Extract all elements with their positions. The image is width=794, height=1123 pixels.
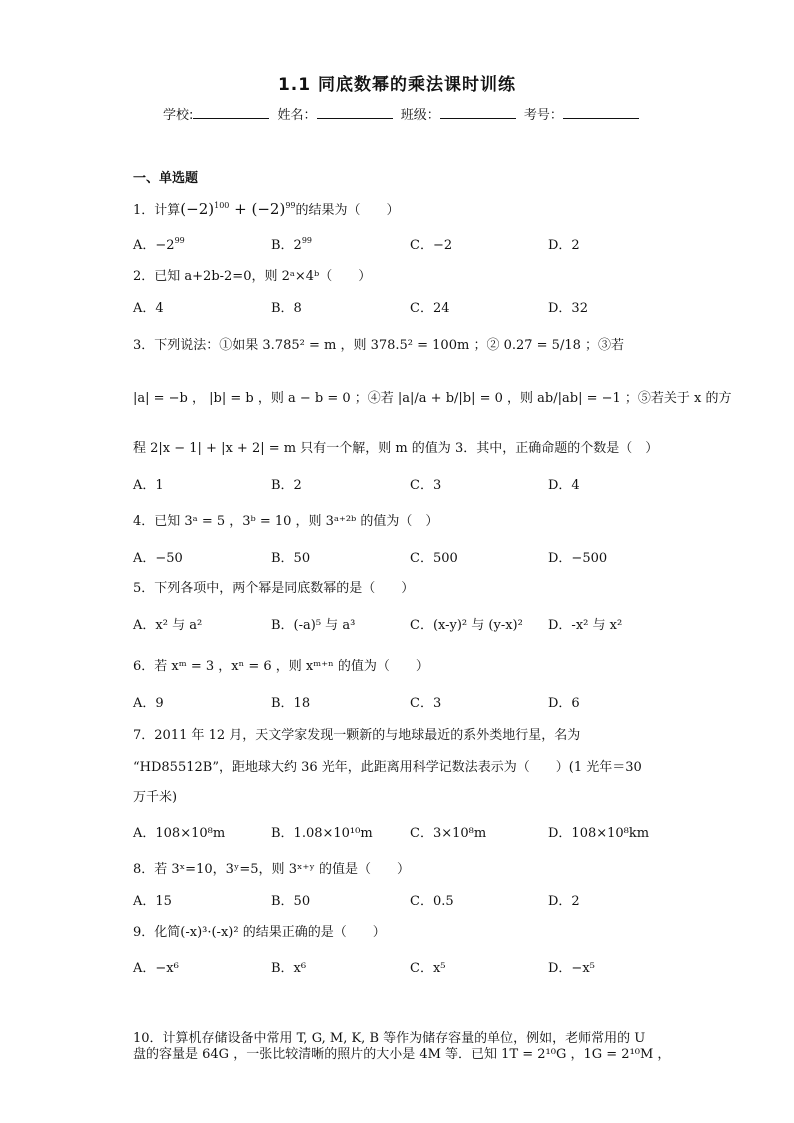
question-9: 9．化简(-x)³·(-x)² 的结果正确的是（ ） xyxy=(133,925,386,940)
q4-option-d[interactable]: D．−500 xyxy=(548,551,608,566)
q4-option-c[interactable]: C．500 xyxy=(410,551,458,566)
q9-option-a[interactable]: A．−x⁶ xyxy=(133,961,179,976)
question-7-line-2: “HD85512B”，距地球大约 36 光年，此距离用科学记数法表示为（ ）(1 光年＝30 xyxy=(133,760,642,775)
q7-options xyxy=(133,822,693,840)
question-3-line-3: 程 2|x − 1| + |x + 2| = m 只有一个解，则 m 的值为 3．其中，正确命题的个数是（ ） xyxy=(133,441,659,456)
q7-option-a[interactable]: A．108×10⁸m xyxy=(133,826,226,841)
question-6: 6．若 xᵐ = 3 ，xⁿ = 6 ，则 xᵐ⁺ⁿ 的值为（ ） xyxy=(133,659,429,674)
q9-option-c[interactable]: C．x⁵ xyxy=(410,961,446,976)
q1-option-a[interactable]: A．$-2^{99}$ xyxy=(133,236,185,253)
q8-options xyxy=(133,890,693,908)
q6-option-d[interactable]: D．6 xyxy=(548,696,580,711)
q3-option-c[interactable]: C．3 xyxy=(410,478,442,493)
question-5: 5．下列各项中，两个幂是同底数幂的是（ ） xyxy=(133,581,415,596)
q8-option-d[interactable]: D．2 xyxy=(548,894,580,909)
q8-option-a[interactable]: A．15 xyxy=(133,894,172,909)
question-4: 4．已知 3ᵃ = 5 ，3ᵇ = 10 ，则 3ᵃ⁺²ᵇ 的值为（ ） xyxy=(133,514,439,529)
question-7-line-3: 万千米) xyxy=(133,790,178,805)
q5-option-d[interactable]: D．-x² 与 x² xyxy=(548,618,623,633)
q5-options xyxy=(133,614,693,632)
q3-options xyxy=(133,474,693,492)
question-2: 2．已知 a+2b-2=0，则 2ᵃ×4ᵇ（ ） xyxy=(133,269,372,284)
q6-option-c[interactable]: C．3 xyxy=(410,696,442,711)
q1-option-c[interactable]: C．−2 xyxy=(410,238,453,253)
q2-option-d[interactable]: D．32 xyxy=(548,301,588,316)
q6-option-a[interactable]: A．9 xyxy=(133,696,164,711)
q5-option-b[interactable]: B．(-a)⁵ 与 a³ xyxy=(271,618,356,633)
question-3-line-1: 3．下列说法：①如果 3.785² = m ，则 378.5² = 100m ；② 0.27̇ = 5/18 ；③若 xyxy=(133,338,624,353)
question-8: 8．若 3ˣ=10，3ʸ=5，则 3ˣ⁺ʸ 的值是（ ） xyxy=(133,862,410,877)
q7-option-d[interactable]: D．108×10⁸km xyxy=(548,826,650,841)
q7-option-b[interactable]: B．1.08×10¹⁰m xyxy=(271,826,373,841)
q8-option-b[interactable]: B．50 xyxy=(271,894,311,909)
question-3-line-2: |a| = −b ， |b| = b ，则 a − b = 0 ；④若 |a|/a + b/|b| = 0 ，则 ab/|ab| = −1 ；⑤若关于 x 的方 xyxy=(133,391,732,406)
q1-option-b[interactable]: B．$2^{99}$ xyxy=(271,236,313,253)
q3-option-b[interactable]: B．2 xyxy=(271,478,302,493)
question-10-line-1: 10．计算机存储设备中常用 T, G, M, K, B 等作为储存容量的单位，例如，老师常用的 U xyxy=(133,1031,646,1046)
school-blank[interactable] xyxy=(193,107,269,119)
number-label: 考号： xyxy=(523,108,563,123)
q9-option-d[interactable]: D．−x⁵ xyxy=(548,961,595,976)
student-info-line xyxy=(163,104,643,123)
q8-option-c[interactable]: C．0.5 xyxy=(410,894,454,909)
q3-option-a[interactable]: A．1 xyxy=(133,478,164,493)
q6-options xyxy=(133,692,693,710)
q2-option-b[interactable]: B．8 xyxy=(271,301,302,316)
q1-option-d[interactable]: D．2 xyxy=(548,238,580,253)
section-heading: 一、单选题 xyxy=(133,171,199,186)
question-10-line-2: 盘的容量是 64G ，一张比较清晰的照片的大小是 4M 等．已知 1T = 2¹⁰G ，1G = 2¹⁰M ， xyxy=(133,1047,671,1062)
name-blank[interactable] xyxy=(317,107,393,119)
q6-option-b[interactable]: B．18 xyxy=(271,696,311,711)
question-1 xyxy=(133,199,400,218)
class-label: 班级： xyxy=(400,108,440,123)
q3-option-d[interactable]: D．4 xyxy=(548,478,580,493)
q7-option-c[interactable]: C．3×10⁸m xyxy=(410,826,487,841)
class-blank[interactable] xyxy=(440,107,516,119)
page-title: 1.1 同底数幂的乘法课时训练 xyxy=(277,75,517,95)
q2-option-c[interactable]: C．24 xyxy=(410,301,450,316)
number-blank[interactable] xyxy=(563,107,639,119)
q1-expression: $(-2)^{100} + (-2)^{99}$ xyxy=(180,200,296,218)
q5-option-c[interactable]: C．(x-y)² 与 (y-x)² xyxy=(410,618,523,633)
q1-options xyxy=(133,234,693,252)
q5-option-a[interactable]: A．x² 与 a² xyxy=(133,618,203,633)
q4-option-b[interactable]: B．50 xyxy=(271,551,311,566)
q4-option-a[interactable]: A．−50 xyxy=(133,551,183,566)
q2-options xyxy=(133,297,693,315)
q9-option-b[interactable]: B．x⁶ xyxy=(271,961,307,976)
q1-suffix: 的结果为（ ） xyxy=(295,203,400,218)
name-label: 姓名： xyxy=(277,108,317,123)
q4-options xyxy=(133,547,693,565)
q1-prefix: 1．计算 xyxy=(133,203,181,218)
q2-option-a[interactable]: A．4 xyxy=(133,301,164,316)
question-7-line-1: 7．2011 年 12 月，天文学家发现一颗新的与地球最近的系外类地行星，名为 xyxy=(133,728,581,743)
q9-options xyxy=(133,957,693,975)
school-label: 学校: xyxy=(163,108,194,123)
